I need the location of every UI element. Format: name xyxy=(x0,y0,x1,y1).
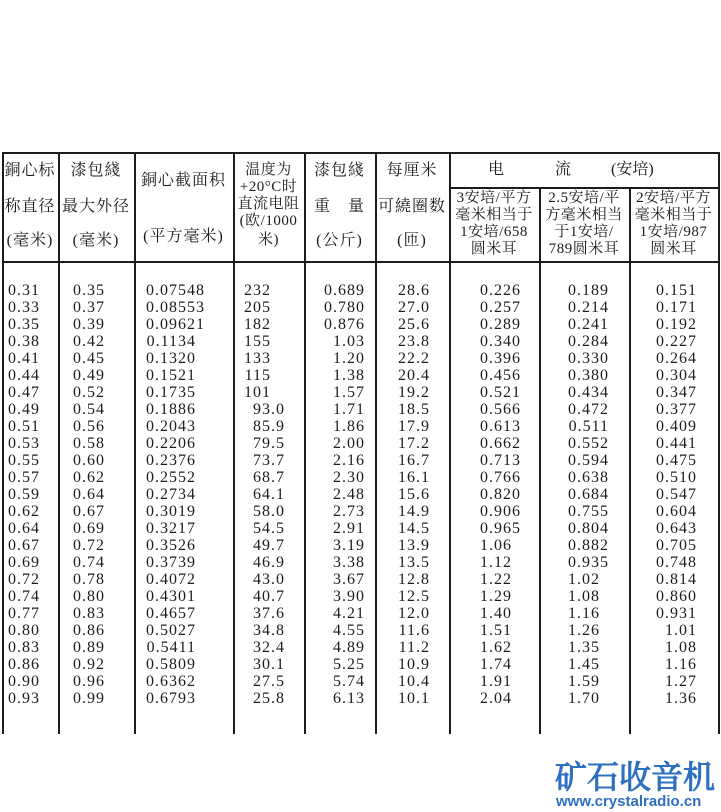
current-2a-cell: 0.347 xyxy=(656,384,697,401)
current-2-5a-cell: 0.684 xyxy=(568,486,609,503)
cross-section-cell: 0.2043 xyxy=(146,418,196,435)
current-3a-cell: 0.340 xyxy=(480,333,521,350)
header-line: 2.5安培/平 xyxy=(548,190,620,206)
current-3a-cell: 1.06 xyxy=(480,537,512,554)
outer-diameter-cell: 0.78 xyxy=(73,571,105,588)
copper-diameter-cell: 0.38 xyxy=(8,333,40,350)
copper-diameter-cell: 0.31 xyxy=(8,282,40,299)
current-2a-cell: 0.151 xyxy=(656,282,697,299)
weight-cell: 4.55 xyxy=(333,622,365,639)
current-3a-cell: 1.12 xyxy=(480,554,512,571)
weight-cell: 6.13 xyxy=(333,690,365,707)
header-dc-resistance xyxy=(233,152,304,262)
weight-cell: 2.91 xyxy=(333,520,365,537)
table-row xyxy=(0,384,721,401)
header-unit: (欧/1000 xyxy=(239,213,298,229)
cross-section-cell: 0.4657 xyxy=(146,605,196,622)
resistance-cell: 34.8 xyxy=(253,622,285,639)
current-3a-cell: 0.662 xyxy=(480,435,521,452)
current-2a-cell: 1.16 xyxy=(665,656,697,673)
copper-diameter-cell: 0.67 xyxy=(8,537,40,554)
header-line: 最大外径 xyxy=(61,198,130,215)
current-2-5a-cell: 1.35 xyxy=(568,639,600,656)
table-row xyxy=(0,350,721,367)
weight-cell: 1.20 xyxy=(333,350,365,367)
current-2a-cell: 0.475 xyxy=(656,452,697,469)
current-2a-cell: 0.604 xyxy=(656,503,697,520)
header-unit: (匝) xyxy=(397,232,427,249)
current-2-5a-cell: 0.284 xyxy=(568,333,609,350)
resistance-cell: 49.7 xyxy=(253,537,285,554)
current-2a-cell: 0.304 xyxy=(656,367,697,384)
resistance-cell: 232 xyxy=(244,282,271,299)
current-3a-cell: 1.91 xyxy=(480,673,512,690)
current-2-5a-cell: 0.241 xyxy=(568,316,609,333)
outer-diameter-cell: 0.45 xyxy=(73,350,105,367)
cross-section-cell: 0.3217 xyxy=(146,520,196,537)
copper-diameter-cell: 0.77 xyxy=(8,605,40,622)
current-2a-cell: 0.171 xyxy=(656,299,697,316)
cross-section-cell: 0.1320 xyxy=(146,350,196,367)
table-row xyxy=(0,282,721,299)
weight-cell: 0.689 xyxy=(324,282,365,299)
current-3a-cell: 1.40 xyxy=(480,605,512,622)
table-row xyxy=(0,605,721,622)
resistance-cell: 32.4 xyxy=(253,639,285,656)
current-2a-cell: 0.814 xyxy=(656,571,697,588)
outer-diameter-cell: 0.62 xyxy=(73,469,105,486)
outer-diameter-cell: 0.83 xyxy=(73,605,105,622)
copper-diameter-cell: 0.93 xyxy=(8,690,40,707)
outer-diameter-cell: 0.56 xyxy=(73,418,105,435)
header-current-3a xyxy=(449,152,539,262)
resistance-cell: 73.7 xyxy=(253,452,285,469)
turns-per-cm-cell: 12.5 xyxy=(398,588,430,605)
turns-per-cm-cell: 20.4 xyxy=(398,367,430,384)
weight-cell: 5.25 xyxy=(333,656,365,673)
current-3a-cell: 0.521 xyxy=(480,384,521,401)
weight-cell: 2.00 xyxy=(333,435,365,452)
turns-per-cm-cell: 11.6 xyxy=(398,622,430,639)
outer-diameter-cell: 0.89 xyxy=(73,639,105,656)
current-3a-cell: 0.226 xyxy=(480,282,521,299)
outer-diameter-cell: 0.72 xyxy=(73,537,105,554)
cross-section-cell: 0.2206 xyxy=(146,435,196,452)
watermark-logo: 矿石收音机 xyxy=(555,758,716,796)
header-unit: (毫米) xyxy=(6,232,54,249)
header-line: 圆米耳 xyxy=(650,241,697,257)
cross-section-cell: 0.6793 xyxy=(146,690,196,707)
cross-section-cell: 0.5809 xyxy=(146,656,196,673)
turns-per-cm-cell: 17.2 xyxy=(398,435,430,452)
current-3a-cell: 0.613 xyxy=(480,418,521,435)
table-row xyxy=(0,469,721,486)
weight-cell: 1.86 xyxy=(333,418,365,435)
table-row xyxy=(0,452,721,469)
weight-cell: 2.30 xyxy=(333,469,365,486)
cross-section-cell: 0.6362 xyxy=(146,673,196,690)
outer-diameter-cell: 0.58 xyxy=(73,435,105,452)
turns-per-cm-cell: 18.5 xyxy=(398,401,430,418)
weight-cell: 3.19 xyxy=(333,537,365,554)
header-cross-section xyxy=(134,152,233,262)
current-2a-cell: 1.08 xyxy=(665,639,697,656)
header-current-label: 流 xyxy=(555,161,572,178)
current-2a-cell: 0.931 xyxy=(656,605,697,622)
copper-diameter-cell: 0.44 xyxy=(8,367,40,384)
outer-diameter-cell: 0.67 xyxy=(73,503,105,520)
resistance-cell: 58.0 xyxy=(253,503,285,520)
table-row xyxy=(0,299,721,316)
header-line: 重 量 xyxy=(313,198,365,215)
current-2-5a-cell: 0.935 xyxy=(568,554,609,571)
weight-cell: 5.74 xyxy=(333,673,365,690)
current-2a-cell: 0.192 xyxy=(656,316,697,333)
turns-per-cm-cell: 14.9 xyxy=(398,503,430,520)
header-line: 可繞圈数 xyxy=(377,198,446,215)
copper-diameter-cell: 0.35 xyxy=(8,316,40,333)
copper-diameter-cell: 0.59 xyxy=(8,486,40,503)
header-line: 方毫米相当 xyxy=(545,207,623,223)
header-line: 毫米相当于 xyxy=(455,207,533,223)
outer-diameter-cell: 0.69 xyxy=(73,520,105,537)
current-2-5a-cell: 1.26 xyxy=(568,622,600,639)
turns-per-cm-cell: 17.9 xyxy=(398,418,430,435)
current-3a-cell: 0.257 xyxy=(480,299,521,316)
table-row xyxy=(0,690,721,707)
header-current-2a xyxy=(629,152,718,262)
resistance-cell: 115 xyxy=(244,367,271,384)
resistance-cell: 205 xyxy=(244,299,271,316)
header-line: +20°C时 xyxy=(239,179,298,195)
header-turns-per-cm xyxy=(375,152,449,262)
copper-diameter-cell: 0.74 xyxy=(8,588,40,605)
table-row xyxy=(0,639,721,656)
current-2-5a-cell: 0.380 xyxy=(568,367,609,384)
copper-diameter-cell: 0.47 xyxy=(8,384,40,401)
current-3a-cell: 0.965 xyxy=(480,520,521,537)
cross-section-cell: 0.07548 xyxy=(146,282,205,299)
cross-section-cell: 0.09621 xyxy=(146,316,205,333)
outer-diameter-cell: 0.42 xyxy=(73,333,105,350)
current-2-5a-cell: 0.434 xyxy=(568,384,609,401)
resistance-cell: 64.1 xyxy=(253,486,285,503)
header-unit: (毫米) xyxy=(72,232,120,249)
table-row xyxy=(0,367,721,384)
cross-section-cell: 0.3739 xyxy=(146,554,196,571)
weight-cell: 1.57 xyxy=(333,384,365,401)
header-line: 銅心标 xyxy=(4,162,56,179)
outer-diameter-cell: 0.99 xyxy=(73,690,105,707)
header-current-unit: (安培) xyxy=(611,161,654,178)
current-3a-cell: 0.906 xyxy=(480,503,521,520)
outer-diameter-cell: 0.60 xyxy=(73,452,105,469)
current-2-5a-cell: 0.552 xyxy=(568,435,609,452)
current-3a-cell: 2.04 xyxy=(480,690,512,707)
outer-diameter-cell: 0.39 xyxy=(73,316,105,333)
turns-per-cm-cell: 16.7 xyxy=(398,452,430,469)
resistance-cell: 37.6 xyxy=(253,605,285,622)
outer-diameter-cell: 0.96 xyxy=(73,673,105,690)
cross-section-cell: 0.5027 xyxy=(146,622,196,639)
resistance-cell: 27.5 xyxy=(253,673,285,690)
weight-cell: 4.89 xyxy=(333,639,365,656)
weight-cell: 1.38 xyxy=(333,367,365,384)
resistance-cell: 133 xyxy=(244,350,271,367)
copper-diameter-cell: 0.57 xyxy=(8,469,40,486)
turns-per-cm-cell: 10.4 xyxy=(398,673,430,690)
watermark-url: www.crystalradio.cn xyxy=(556,793,702,810)
turns-per-cm-cell: 10.1 xyxy=(398,690,430,707)
current-2a-cell: 0.860 xyxy=(656,588,697,605)
weight-cell: 3.67 xyxy=(333,571,365,588)
current-3a-cell: 0.766 xyxy=(480,469,521,486)
table-row xyxy=(0,401,721,418)
table-row xyxy=(0,486,721,503)
header-line: 圆米耳 xyxy=(470,241,518,257)
header-unit: (平方毫米) xyxy=(143,228,224,245)
weight-cell: 1.03 xyxy=(333,333,365,350)
cross-section-cell: 0.1134 xyxy=(146,333,196,350)
copper-diameter-cell: 0.86 xyxy=(8,656,40,673)
header-copper-diameter xyxy=(2,152,58,262)
current-3a-cell: 0.713 xyxy=(480,452,521,469)
current-2-5a-cell: 0.594 xyxy=(568,452,609,469)
current-2a-cell: 0.748 xyxy=(656,554,697,571)
current-2-5a-cell: 0.638 xyxy=(568,469,609,486)
resistance-cell: 85.9 xyxy=(253,418,285,435)
weight-cell: 0.780 xyxy=(324,299,365,316)
turns-per-cm-cell: 23.8 xyxy=(398,333,430,350)
copper-diameter-cell: 0.83 xyxy=(8,639,40,656)
outer-diameter-cell: 0.54 xyxy=(73,401,105,418)
resistance-cell: 54.5 xyxy=(253,520,285,537)
table-row xyxy=(0,418,721,435)
header-wire-weight xyxy=(304,152,375,262)
resistance-cell: 155 xyxy=(244,333,271,350)
header-line: 1安培/987 xyxy=(639,224,708,240)
current-3a-cell: 1.51 xyxy=(480,622,512,639)
current-2a-cell: 0.441 xyxy=(656,435,697,452)
current-3a-cell: 1.22 xyxy=(480,571,512,588)
turns-per-cm-cell: 28.6 xyxy=(398,282,430,299)
copper-diameter-cell: 0.62 xyxy=(8,503,40,520)
current-3a-cell: 0.456 xyxy=(480,367,521,384)
copper-diameter-cell: 0.69 xyxy=(8,554,40,571)
cross-section-cell: 0.4072 xyxy=(146,571,196,588)
current-2-5a-cell: 0.472 xyxy=(568,401,609,418)
table-row xyxy=(0,435,721,452)
current-3a-cell: 0.396 xyxy=(480,350,521,367)
copper-diameter-cell: 0.51 xyxy=(8,418,40,435)
header-current-label: 电 xyxy=(488,161,505,178)
header-line: 称直径 xyxy=(4,198,56,215)
cross-section-cell: 0.3526 xyxy=(146,537,196,554)
resistance-cell: 93.0 xyxy=(253,401,285,418)
current-2a-cell: 0.705 xyxy=(656,537,697,554)
outer-diameter-cell: 0.49 xyxy=(73,367,105,384)
turns-per-cm-cell: 12.0 xyxy=(398,605,430,622)
turns-per-cm-cell: 13.9 xyxy=(398,537,430,554)
current-2a-cell: 0.377 xyxy=(656,401,697,418)
resistance-cell: 101 xyxy=(244,384,271,401)
current-3a-cell: 1.29 xyxy=(480,588,512,605)
turns-per-cm-cell: 12.8 xyxy=(398,571,430,588)
header-unit: (公斤) xyxy=(316,232,363,249)
header-unit: 米) xyxy=(258,232,279,248)
weight-cell: 2.73 xyxy=(333,503,365,520)
weight-cell: 1.71 xyxy=(333,401,365,418)
cross-section-cell: 0.08553 xyxy=(146,299,205,316)
header-line: 漆包綫 xyxy=(313,162,365,179)
current-2a-cell: 0.227 xyxy=(656,333,697,350)
copper-diameter-cell: 0.49 xyxy=(8,401,40,418)
resistance-cell: 43.0 xyxy=(253,571,285,588)
copper-diameter-cell: 0.80 xyxy=(8,622,40,639)
current-2a-cell: 0.643 xyxy=(656,520,697,537)
cross-section-cell: 0.2734 xyxy=(146,486,196,503)
outer-diameter-cell: 0.86 xyxy=(73,622,105,639)
current-2-5a-cell: 1.02 xyxy=(568,571,600,588)
cross-section-cell: 0.4301 xyxy=(146,588,196,605)
current-3a-cell: 0.289 xyxy=(480,316,521,333)
current-3a-cell: 0.820 xyxy=(480,486,521,503)
header-line: 3安培/平方 xyxy=(456,190,532,206)
current-3a-cell: 0.566 xyxy=(480,401,521,418)
turns-per-cm-cell: 19.2 xyxy=(398,384,430,401)
header-current-2-5a xyxy=(539,152,629,262)
cross-section-cell: 0.1886 xyxy=(146,401,196,418)
copper-diameter-cell: 0.72 xyxy=(8,571,40,588)
copper-diameter-cell: 0.41 xyxy=(8,350,40,367)
table-body xyxy=(0,282,721,707)
table-row xyxy=(0,571,721,588)
weight-cell: 2.16 xyxy=(333,452,365,469)
outer-diameter-cell: 0.92 xyxy=(73,656,105,673)
header-line: 每厘米 xyxy=(386,162,438,179)
resistance-cell: 40.7 xyxy=(253,588,285,605)
current-2-5a-cell: 0.330 xyxy=(568,350,609,367)
turns-per-cm-cell: 14.5 xyxy=(398,520,430,537)
current-2a-cell: 1.36 xyxy=(665,690,697,707)
resistance-cell: 79.5 xyxy=(253,435,285,452)
current-2-5a-cell: 1.70 xyxy=(568,690,600,707)
table-row xyxy=(0,622,721,639)
current-2a-cell: 1.27 xyxy=(665,673,697,690)
resistance-cell: 46.9 xyxy=(253,554,285,571)
cross-section-cell: 0.2552 xyxy=(146,469,196,486)
cross-section-cell: 0.1521 xyxy=(146,367,196,384)
weight-cell: 3.90 xyxy=(333,588,365,605)
turns-per-cm-cell: 11.2 xyxy=(398,639,430,656)
current-3a-cell: 1.74 xyxy=(480,656,512,673)
table-row xyxy=(0,503,721,520)
resistance-cell: 182 xyxy=(244,316,271,333)
copper-diameter-cell: 0.64 xyxy=(8,520,40,537)
header-line: 1安培/658 xyxy=(460,224,528,240)
resistance-cell: 25.8 xyxy=(253,690,285,707)
table-row xyxy=(0,673,721,690)
header-line: 于1安培/ xyxy=(554,224,614,240)
header-line: 毫米相当于 xyxy=(634,207,713,223)
current-2-5a-cell: 1.45 xyxy=(568,656,600,673)
current-2-5a-cell: 1.16 xyxy=(568,605,600,622)
turns-per-cm-cell: 15.6 xyxy=(398,486,430,503)
weight-cell: 0.876 xyxy=(324,316,365,333)
turns-per-cm-cell: 27.0 xyxy=(398,299,430,316)
cross-section-cell: 0.2376 xyxy=(146,452,196,469)
turns-per-cm-cell: 25.6 xyxy=(398,316,430,333)
copper-diameter-cell: 0.53 xyxy=(8,435,40,452)
weight-cell: 2.48 xyxy=(333,486,365,503)
current-2-5a-cell: 0.882 xyxy=(568,537,609,554)
table-row xyxy=(0,316,721,333)
weight-cell: 4.21 xyxy=(333,605,365,622)
current-2-5a-cell: 0.214 xyxy=(568,299,609,316)
current-2-5a-cell: 0.511 xyxy=(568,418,609,435)
weight-cell: 3.38 xyxy=(333,554,365,571)
copper-diameter-cell: 0.33 xyxy=(8,299,40,316)
current-2a-cell: 0.547 xyxy=(656,486,697,503)
outer-diameter-cell: 0.64 xyxy=(73,486,105,503)
table-row xyxy=(0,554,721,571)
current-3a-cell: 1.62 xyxy=(480,639,512,656)
current-2a-cell: 0.510 xyxy=(656,469,697,486)
header-line: 直流电阻 xyxy=(237,196,300,212)
copper-diameter-cell: 0.55 xyxy=(8,452,40,469)
table-row xyxy=(0,537,721,554)
header-line: 2安培/平方 xyxy=(636,190,711,206)
outer-diameter-cell: 0.80 xyxy=(73,588,105,605)
current-2-5a-cell: 1.08 xyxy=(568,588,600,605)
outer-diameter-cell: 0.52 xyxy=(73,384,105,401)
copper-diameter-cell: 0.90 xyxy=(8,673,40,690)
current-2a-cell: 0.264 xyxy=(656,350,697,367)
cross-section-cell: 0.1735 xyxy=(146,384,196,401)
turns-per-cm-cell: 10.9 xyxy=(398,656,430,673)
current-2-5a-cell: 1.59 xyxy=(568,673,600,690)
header-outer-diameter xyxy=(58,152,134,262)
current-2-5a-cell: 0.189 xyxy=(568,282,609,299)
header-line: 温度为 xyxy=(245,162,292,178)
turns-per-cm-cell: 16.1 xyxy=(398,469,430,486)
table-row xyxy=(0,333,721,350)
current-2a-cell: 0.409 xyxy=(656,418,697,435)
turns-per-cm-cell: 22.2 xyxy=(398,350,430,367)
header-line: 漆包綫 xyxy=(70,162,122,179)
outer-diameter-cell: 0.37 xyxy=(73,299,105,316)
outer-diameter-cell: 0.74 xyxy=(73,554,105,571)
turns-per-cm-cell: 13.5 xyxy=(398,554,430,571)
cross-section-cell: 0.3019 xyxy=(146,503,196,520)
outer-diameter-cell: 0.35 xyxy=(73,282,105,299)
cross-section-cell: 0.5411 xyxy=(146,639,196,656)
header-line: 789圆米耳 xyxy=(548,241,620,257)
resistance-cell: 30.1 xyxy=(253,656,285,673)
table-row xyxy=(0,520,721,537)
current-2-5a-cell: 0.755 xyxy=(568,503,609,520)
table-row xyxy=(0,656,721,673)
current-2-5a-cell: 0.804 xyxy=(568,520,609,537)
table-row xyxy=(0,588,721,605)
resistance-cell: 68.7 xyxy=(253,469,285,486)
current-2a-cell: 1.01 xyxy=(665,622,697,639)
header-line: 銅心截面积 xyxy=(140,172,226,189)
